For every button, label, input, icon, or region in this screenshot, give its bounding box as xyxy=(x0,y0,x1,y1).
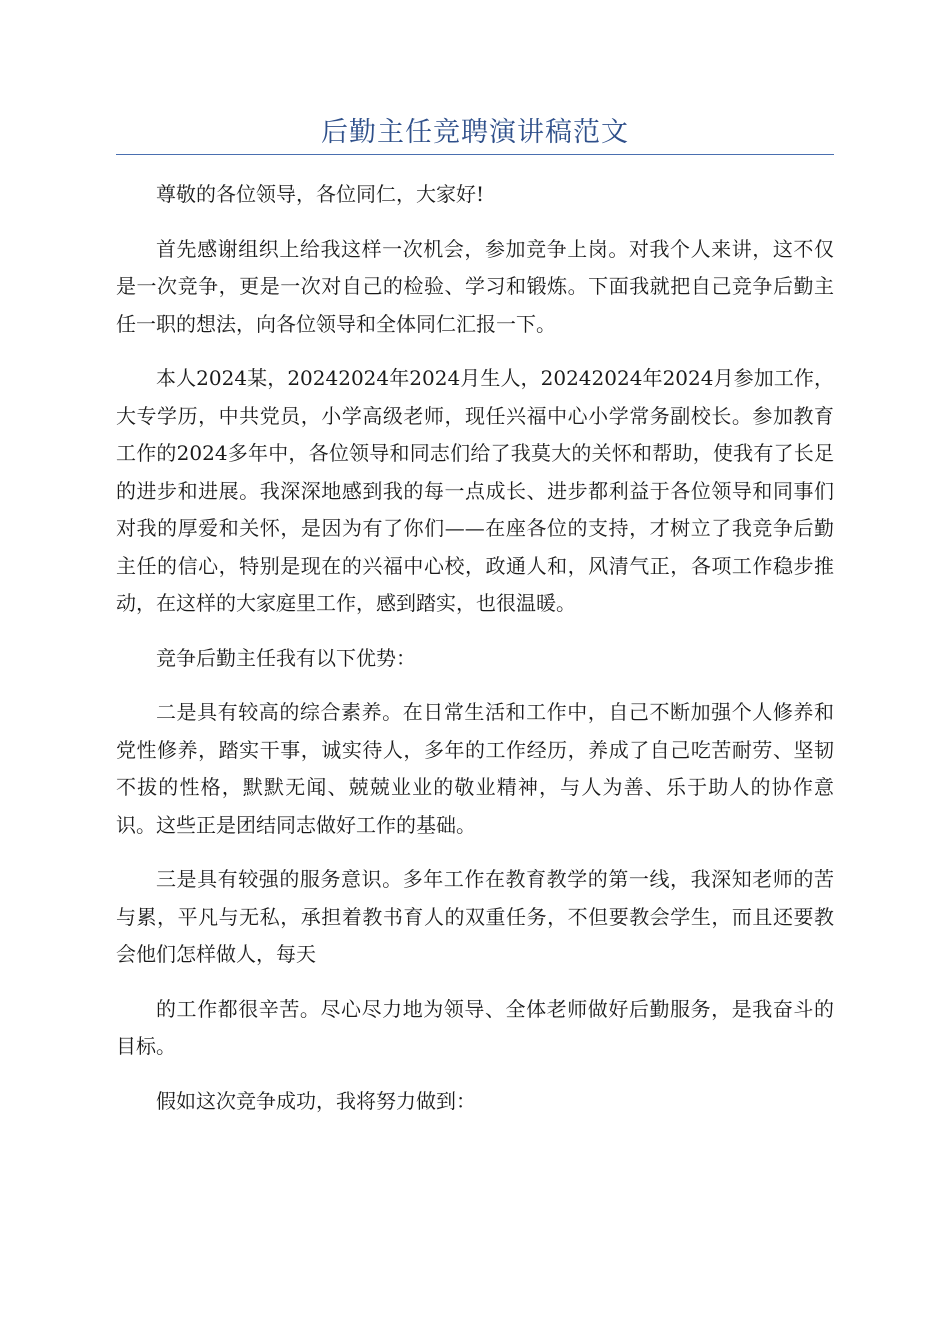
paragraph-advantage-three: 三是具有较强的服务意识。多年工作在教育教学的第一线，我深知老师的苦与累，平凡与无私，承担着教书育人的双重任务，不但要教会学生，而且还要教会他们怎样做人，每天 xyxy=(116,867,834,966)
paragraph-self-intro: 本人2024某，20242024年2024月生人，20242024年2024月参加工作，大专学历，中共党员，小学高级老师，现任兴福中心小学常务副校长。参加教育工作的2024多年中，各位领导和同志们给了我莫大的关怀和帮助，使我有了长足的进步和进展。我深深地感到我的每一点成长、进步都利益于各位领导和同事们对我的厚爱和关怀，是因为有了你们——在座各位的支持，才树立了我竞争后勤主任的信心，特别是现在的兴福中心校，政通人和，风清气正，各项工作稳步推动，在这样的大家庭里工作，感到踏实，也很温暖。 xyxy=(116,366,834,615)
title-underline xyxy=(116,154,834,155)
paragraph-advantages-intro: 竞争后勤主任我有以下优势： xyxy=(156,645,416,670)
paragraph-advantage-two: 二是具有较高的综合素养。在日常生活和工作中，自己不断加强个人修养和党性修养，踏实干事，诚实待人，多年的工作经历，养成了自己吃苦耐劳、坚韧不拔的性格，默默无闻、兢兢业业的敬业精神，与人为善、乐于助人的协作意识。这些正是团结同志做好工作的基础。 xyxy=(116,700,834,837)
document-title: 后勤主任竞聘演讲稿范文 xyxy=(321,117,629,148)
paragraph-thanks: 首先感谢组织上给我这样一次机会，参加竞争上岗。对我个人来讲，这不仅是一次竞争，更是一次对自己的检验、学习和锻炼。下面我就把自己竞争后勤主任一职的想法，向各位领导和全体同仁汇报一下。 xyxy=(116,236,834,336)
document-body xyxy=(116,176,834,1137)
paragraph-if-successful: 假如这次竞争成功，我将努力做到： xyxy=(156,1088,476,1113)
paragraph-service-continued: 的工作都很辛苦。尽心尽力地为领导、全体老师做好后勤服务，是我奋斗的目标。 xyxy=(116,996,834,1058)
paragraph-greeting: 尊敬的各位领导，各位同仁，大家好! xyxy=(156,182,485,206)
